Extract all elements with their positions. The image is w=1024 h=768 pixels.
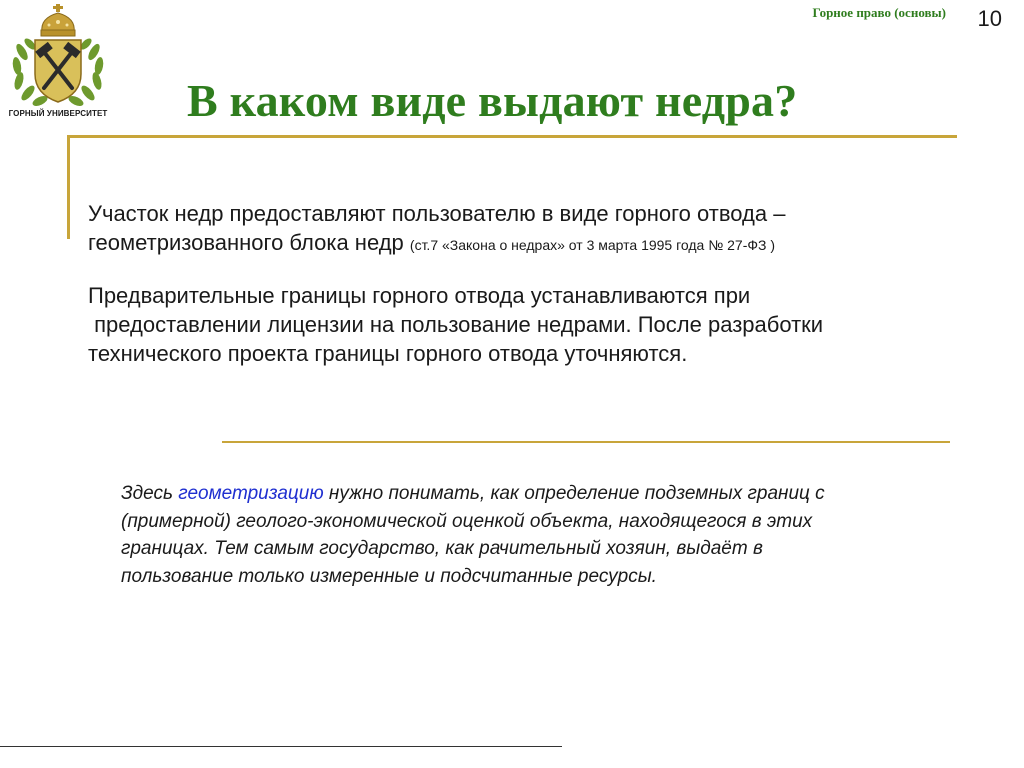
section-divider xyxy=(222,441,950,443)
note-line-3: границах. Тем самым государство, как рачительный хозяин, выдаёт в xyxy=(121,538,763,559)
laurel-emblem-icon xyxy=(2,2,114,110)
logo-caption: ГОРНЫЙ УНИВЕРСИТЕТ xyxy=(8,109,108,118)
note-line-2: (примерной) геолого-экономической оценкой объекта, находящегося в этих xyxy=(121,510,813,532)
title-underline xyxy=(67,135,957,138)
law-reference: (ст.7 «Закона о недрах» от 3 марта 1995 года № 27-ФЗ ) xyxy=(409,237,776,253)
paragraph-2 xyxy=(88,281,968,368)
slide-number: 10 xyxy=(977,6,1002,31)
note-paragraph xyxy=(121,480,981,590)
paragraph-1-line-2 xyxy=(88,228,968,260)
slide-title: В каком виде выдают недра? xyxy=(187,75,798,126)
paragraph-2-line-1: Предварительные границы горного отвода устанавливаются при xyxy=(88,283,751,308)
paragraph-2-line-3: технического проекта границы горного отвода уточняются. xyxy=(88,341,688,366)
side-rule xyxy=(67,135,70,239)
paragraph-1 xyxy=(88,199,968,260)
footer-rule xyxy=(0,746,562,747)
note-line-4: пользование только измеренные и подсчитанные ресурсы. xyxy=(121,565,657,587)
note-lead: Здесь xyxy=(121,483,179,504)
university-logo xyxy=(2,2,114,124)
course-title: Горное право (основы) xyxy=(812,5,946,20)
paragraph-2-line-2: предоставлении лицензии на пользование недрами. После разработки xyxy=(88,312,824,337)
paragraph-1-line-1: Участок недр предоставляют пользователю в виде горного отвода – xyxy=(88,201,786,226)
note-line-1 xyxy=(121,480,981,508)
note-highlight-term: геометризацию xyxy=(178,483,324,504)
paragraph-1-line-2-text: геометризованного блока недр xyxy=(88,230,404,255)
note-line-1-rest: нужно понимать, как определение подземных границ с xyxy=(323,483,825,504)
